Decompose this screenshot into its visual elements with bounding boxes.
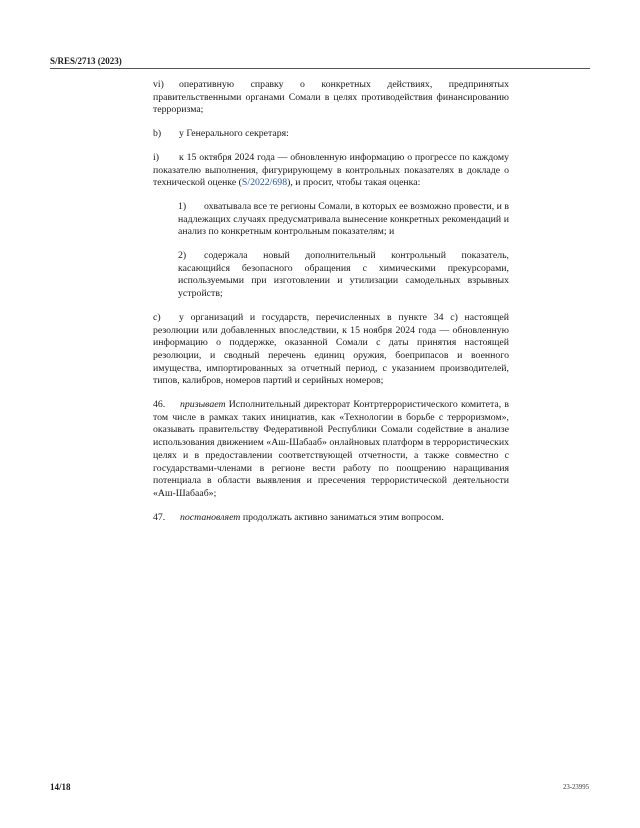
- header-divider: [50, 68, 590, 69]
- page-number: 14/18: [50, 782, 71, 792]
- document-code: S/RES/2713 (2023): [50, 56, 122, 66]
- document-id: 23-23995: [562, 784, 589, 791]
- item-vi: [153, 79, 509, 117]
- item-i: [153, 152, 509, 190]
- subitem-text: содержала новый дополнительный контрольный показатель, касающийся безопасного обращения с химическими прекурсорами, используемыми при изготовлении и утилизации самодельных взрывных устройств;: [178, 250, 509, 300]
- item-text-end: ), и просит, чтобы такая оценка:: [287, 177, 421, 189]
- paragraph-number: 46.: [153, 399, 166, 411]
- item-number: c): [153, 311, 161, 323]
- paragraph-number: 47.: [153, 511, 166, 523]
- operative-verb: призывает: [180, 399, 226, 411]
- operative-verb: постановляет: [180, 511, 241, 523]
- paragraph-46: [153, 399, 509, 501]
- item-text: к 15 октября 2024 года — обновленную информацию о прогрессе по каждому показателю выполнения, фигурирующему в контрольных показателях в докладе о технической оценке (: [153, 151, 509, 189]
- paragraph-text: продолжать активно заниматься этим вопросом.: [240, 511, 444, 523]
- subitem-number: 2): [178, 250, 187, 262]
- paragraph-47: [153, 512, 509, 525]
- document-link[interactable]: S/2022/698: [241, 177, 288, 189]
- document-body: [153, 79, 509, 535]
- subitem-number: 1): [178, 200, 187, 212]
- item-number: i): [153, 151, 159, 163]
- item-text: у организаций и государств, перечисленных в пункте 34 c) настоящей резолюции или добавленных впоследствии, к 15 ноября 2024 года — обновленную информацию о поддержке, оказанной Сомали с даты принятия настоящей резолюции, и сводный перечень единиц оружия, боеприпасов и военного имущества, импортированных за отчетный период, с указанием производителей, типов, калибров, номеров партий и серийных номеров;: [153, 311, 509, 387]
- item-b: [153, 128, 509, 141]
- item-text: у Генерального секретаря:: [179, 128, 289, 140]
- subitem-1: [153, 201, 509, 239]
- item-text: оперативную справку о конкретных действиях, предпринятых правительственными органами Сомали в целях противодействия финансированию терроризма;: [153, 79, 509, 116]
- item-c: [153, 312, 509, 388]
- subitem-text: охватывала все те регионы Сомали, в которых ее возможно провести, и в надлежащих случаях предусматривала вынесение конкретных рекомендаций и анализ по конкретным контрольным показателям; и: [178, 200, 509, 238]
- item-number: b): [153, 128, 162, 140]
- subitem-2: [153, 250, 509, 301]
- item-number: vi): [153, 79, 164, 90]
- paragraph-text: Исполнительный директорат Контртеррористического комитета, в том числе в рамках таких инициатив, как «Технологии в борьбе с терроризмом», оказывать правительству Федеративной Республики Сомали содействие в анализе использования движением «Аш-Шабааб» онлайновых платформ в террористических целях и в предоставлении соответствующей отчетности, а также совместно с государствами-членами в регионе вести работу по поощрению наращивания потенциала в области выявления и пресечения террористической деятельности «Аш-Шабааб»;: [153, 399, 509, 499]
